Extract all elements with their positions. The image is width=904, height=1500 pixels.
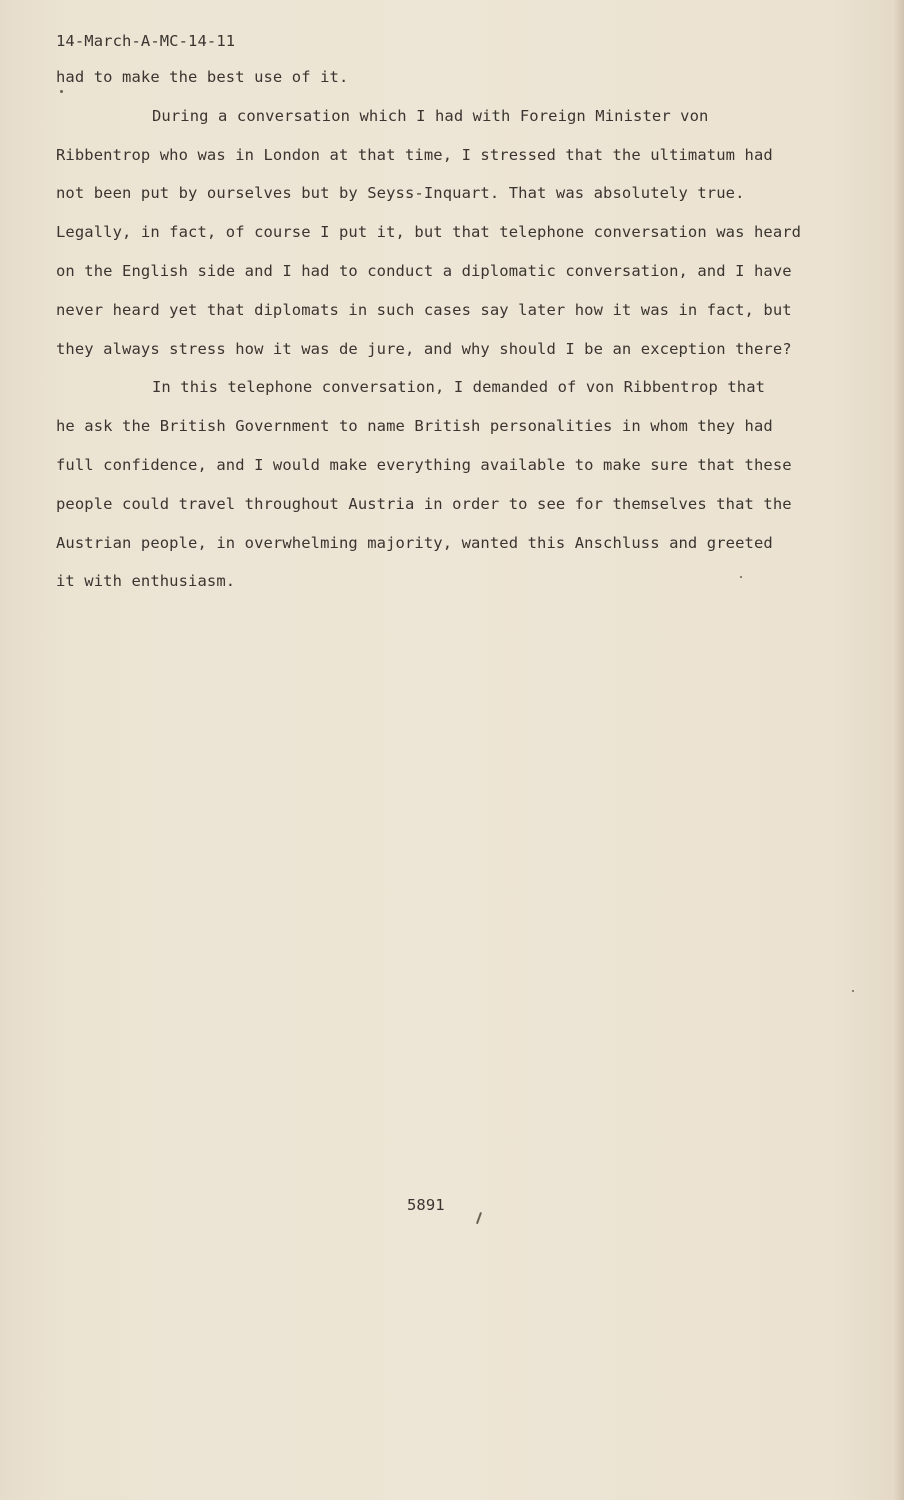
page-number: 5891 (407, 1196, 445, 1214)
text-line: Legally, in fact, of course I put it, but that telephone conversation was heard (56, 223, 802, 242)
text-line: people could travel throughout Austria in order to see for themselves that the (56, 494, 792, 513)
stray-pen-mark (60, 90, 63, 93)
paragraph-start-line: In this telephone conversation, I demanded of von Ribbentrop that (152, 378, 766, 397)
text-line: not been put by ourselves but by Seyss-Inquart. That was absolutely true. (56, 184, 745, 203)
text-line: Ribbentrop who was in London at that time, I stressed that the ultimatum had (56, 145, 773, 164)
text-line: on the English side and I had to conduct a diplomatic conversation, and I have (56, 261, 792, 280)
stray-pen-mark (852, 990, 854, 992)
text-line: had to make the best use of it. (56, 68, 349, 86)
stray-pen-mark (740, 576, 742, 578)
paper-edge-shadow (894, 0, 904, 1500)
document-identifier: 14-March-A-MC-14-11 (56, 32, 236, 50)
text-line: never heard yet that diplomats in such cases say later how it was in fact, but (56, 300, 792, 319)
text-line: full confidence, and I would make everything available to make sure that these (56, 455, 792, 474)
text-line: they always stress how it was de jure, and why should I be an exception there? (56, 339, 792, 358)
text-line: Austrian people, in overwhelming majority, wanted this Anschluss and greeted (56, 533, 773, 552)
stray-pen-mark (476, 1212, 482, 1224)
text-line: he ask the British Government to name British personalities in whom they had (56, 417, 773, 436)
transcript-body (56, 66, 846, 609)
text-line: it with enthusiasm. (56, 572, 236, 591)
paragraph-start-line: During a conversation which I had with Foreign Minister von (152, 106, 709, 125)
